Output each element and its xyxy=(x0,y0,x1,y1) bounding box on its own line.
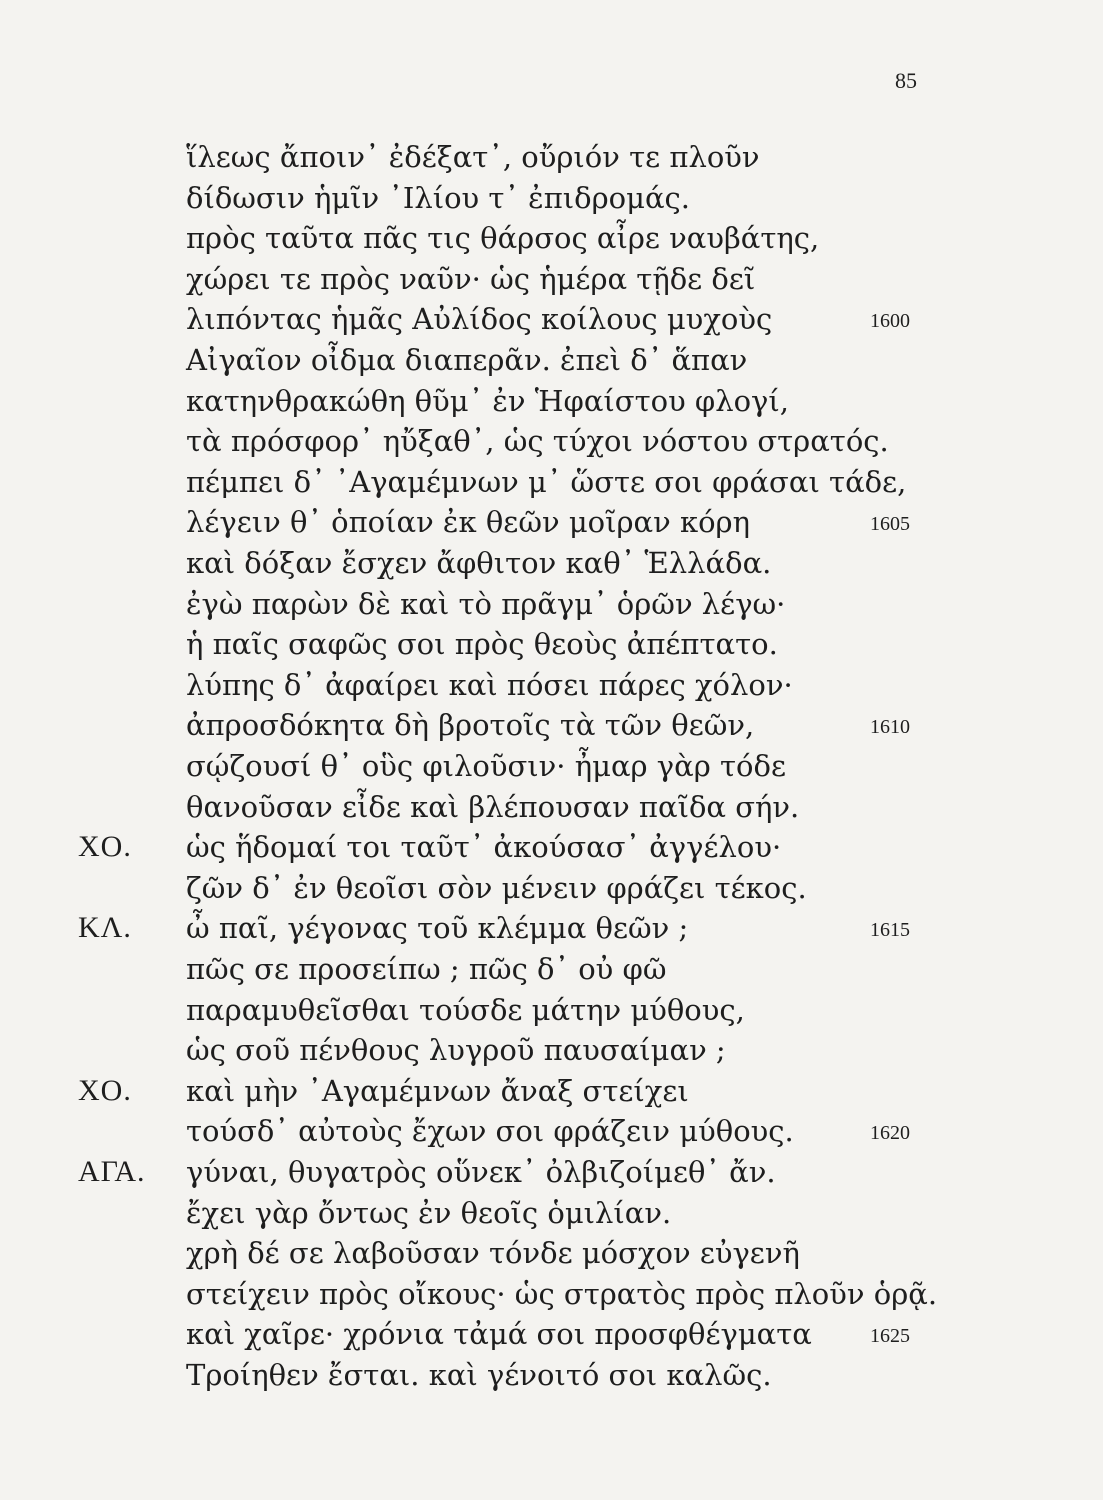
verse-line xyxy=(0,705,1103,745)
verse-text: γύναι, θυγατρὸς οὕνεκ᾽ ὀλβιζοίμεθ᾽ ἄν. xyxy=(186,1155,776,1189)
verse-line xyxy=(0,868,1103,908)
verse-line xyxy=(0,584,1103,624)
verse-text: ἀπροσδόκητα δὴ βροτοῖς τὰ τῶν θεῶν, xyxy=(186,708,755,743)
line-number: 1605 xyxy=(870,513,910,536)
verse-text: στείχειν πρὸς οἴκους· ὡς στρατὸς πρὸς πλοῦν ὁρᾷ. xyxy=(186,1276,938,1311)
verse-text: χρὴ δέ σε λαβοῦσαν τόνδε μόσχον εὐγενῆ xyxy=(186,1236,800,1271)
verse-text: πρὸς ταῦτα πᾶς τις θάρσος αἶρε ναυβάτης, xyxy=(186,221,820,256)
verse-text: πέμπει δ᾽ ᾽Αγαμέμνων μ᾽ ὥστε σοι φράσαι τάδε, xyxy=(186,464,907,499)
speaker-label: ΚΛ. xyxy=(78,911,132,945)
verse-text: ἔχει γὰρ ὄντως ἐν θεοῖς ὁμιλίαν. xyxy=(186,1195,672,1230)
verse-text: θανοῦσαν εἶδε καὶ βλέπουσαν παῖδα σήν. xyxy=(186,789,800,824)
line-number: 1625 xyxy=(870,1325,910,1348)
verse-text: τὰ πρόσφορ᾽ ηὔξαθ᾽, ὡς τύχοι νόστου στρατός. xyxy=(186,424,889,459)
verse-text: ἵλεως ἄποιν᾽ ἐδέξατ᾽, οὔριόν τε πλοῦν xyxy=(186,140,760,174)
verse-text: Τροίηθεν ἔσται. καὶ γένοιτό σοι καλῶς. xyxy=(186,1358,772,1392)
verse-text: κατηνθρακώθη θῦμ᾽ ἐν Ἡφαίστου φλογί, xyxy=(186,383,789,418)
verse-text: δίδωσιν ἡμῖν ᾽Ιλίου τ᾽ ἐπιδρομάς. xyxy=(186,180,691,215)
verse-text: Αἰγαῖον οἶδμα διαπερᾶν. ἐπεὶ δ᾽ ἅπαν xyxy=(186,343,748,377)
verse-line xyxy=(0,543,1103,583)
verse-line xyxy=(0,502,1103,542)
verse-line xyxy=(0,1111,1103,1151)
verse-line xyxy=(0,299,1103,339)
verse-line xyxy=(0,1314,1103,1354)
verse-line xyxy=(0,1152,1103,1192)
verse-text: λέγειν θ᾽ ὁποίαν ἐκ θεῶν μοῖραν κόρη xyxy=(186,505,750,540)
verse-text: ζῶν δ᾽ ἐν θεοῖσι σὸν μένειν φράζει τέκος. xyxy=(186,870,807,905)
line-number: 1600 xyxy=(870,310,910,333)
verse-text: ὡς ἥδομαί τοι ταῦτ᾽ ἀκούσασ᾽ ἀγγέλου· xyxy=(186,830,782,865)
verse-line xyxy=(0,624,1103,664)
verse-line xyxy=(0,746,1103,786)
verse-line xyxy=(0,908,1103,948)
verse-text: πῶς σε προσείπω ; πῶς δ᾽ οὐ φῶ xyxy=(186,952,667,986)
verse-line xyxy=(0,462,1103,502)
line-number: 1620 xyxy=(870,1122,910,1145)
line-number: 1615 xyxy=(870,919,910,942)
verse-text: καὶ χαῖρε· χρόνια τἀμά σοι προσφθέγματα xyxy=(186,1317,812,1352)
verse-line xyxy=(0,259,1103,299)
verse-text: καὶ δόξαν ἔσχεν ἄφθιτον καθ᾽ Ἑλλάδα. xyxy=(186,546,772,580)
line-number: 1610 xyxy=(870,716,910,739)
speaker-label: ΧΟ. xyxy=(78,1073,132,1107)
verse-line xyxy=(0,827,1103,867)
verse-text: καὶ μὴν ᾽Αγαμέμνων ἄναξ στείχει xyxy=(186,1073,689,1108)
verse-text: λύπης δ᾽ ἀφαίρει καὶ πόσει πάρες χόλον· xyxy=(186,667,793,702)
verse-line xyxy=(0,421,1103,461)
verse-text: παραμυθεῖσθαι τούσδε μάτην μύθους, xyxy=(186,992,745,1027)
verse-line xyxy=(0,949,1103,989)
verse-line xyxy=(0,178,1103,218)
verse-line xyxy=(0,787,1103,827)
verse-text: λιπόντας ἡμᾶς Αὐλίδος κοίλους μυχοὺς xyxy=(186,302,773,337)
page-number: 85 xyxy=(895,68,917,93)
speaker-label: ΧΟ. xyxy=(78,830,132,864)
verse-line xyxy=(0,990,1103,1030)
verse-line xyxy=(0,218,1103,258)
verse-line xyxy=(0,1193,1103,1233)
verse-text: ὡς σοῦ πένθους λυγροῦ παυσαίμαν ; xyxy=(186,1033,726,1068)
verse-line xyxy=(0,137,1103,177)
verse-text: ὦ παῖ, γέγονας τοῦ κλέμμα θεῶν ; xyxy=(186,911,689,946)
verse-line xyxy=(0,1233,1103,1273)
speaker-label: ΑΓΑ. xyxy=(78,1155,146,1188)
verse-text: χώρει τε πρὸς ναῦν· ὡς ἡμέρα τῇδε δεῖ xyxy=(186,261,756,296)
verse-line xyxy=(0,1071,1103,1111)
verse-text: σῴζουσί θ᾽ οὓς φιλοῦσιν· ἦμαρ γὰρ τόδε xyxy=(186,749,786,783)
verse-line xyxy=(0,665,1103,705)
verse-line xyxy=(0,1274,1103,1314)
verse-line xyxy=(0,381,1103,421)
verse-text: τούσδ᾽ αὐτοὺς ἔχων σοι φράζειν μύθους. xyxy=(186,1114,794,1149)
verse-text: ἡ παῖς σαφῶς σοι πρὸς θεοὺς ἀπέπτατο. xyxy=(186,627,778,662)
verse-line xyxy=(0,1355,1103,1395)
verse-text: ἐγὼ παρὼν δὲ καὶ τὸ πρᾶγμ᾽ ὁρῶν λέγω· xyxy=(186,586,786,621)
verse-line xyxy=(0,1030,1103,1070)
verse-line xyxy=(0,340,1103,380)
